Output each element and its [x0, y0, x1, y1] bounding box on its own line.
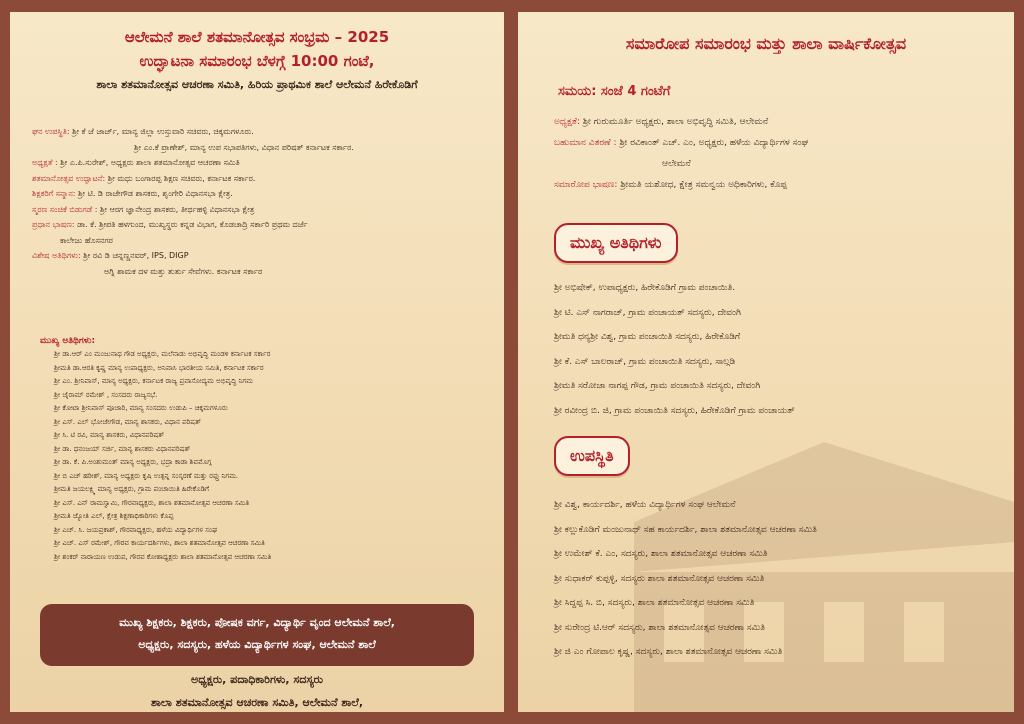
detail-row: ಕಾಲೇಜು ಹೊಸನಗರ — [60, 235, 113, 245]
presence-list — [554, 493, 994, 665]
chief-guests-heading: ಮುಖ್ಯ ಅತಿಥಿಗಳು — [554, 223, 678, 263]
detail-row: ವಿಶೇಷ ಅತಿಥಿಗಳು: ಶ್ರೀ ರವಿ ಡಿ ಚನ್ನಣ್ಣನವರ್, IPS, DIGP — [32, 251, 189, 260]
invitation-line: ಅಧ್ಯಕ್ಷರು, ಸದಸ್ಯರು, ಹಳೆಯ ವಿದ್ಯಾರ್ಥಿಗಳ ಸಂಘ, ಆಲೇಮನೆ ಶಾಲೆ — [138, 638, 376, 651]
detail-row: ಶಿಕ್ಷಕರಿಗೆ ಸನ್ಮಾನ: ಶ್ರೀ ಟಿ. ಡಿ ರಾಜೇಗೌಡ ಶಾಸಕರು, ಶೃಂಗೇರಿ ವಿಧಾನಸಭಾ ಕ್ಷೇತ್ರ. — [32, 189, 233, 198]
list-item: ಶ್ರೀ ಜೈರಾಮ್ ರಮೇಶ್ , ಸಂಸದರು ರಾಜ್ಯಸಭೆ. — [54, 390, 158, 399]
detail-row: ಅಗ್ನಿ ಶಾಮಕ ದಳ ಮತ್ತು ತುರ್ತು ಸೇವೆಗಳು. ಕರ್ನಾಟಕ ಸರ್ಕಾರ — [104, 266, 263, 276]
inauguration-time: ಉದ್ಘಾಟನಾ ಸಮಾರಂಭ ಬೆಳಗ್ಗೆ 10:00 ಗಂಟೆ, — [139, 52, 375, 70]
list-item: ಶ್ರೀ ಜಿ ಎಂ ಗೋಪಾಲ ಕೃಷ್ಣ, ಸದಸ್ಯರು, ಶಾಲಾ ಶತಮಾನೋತ್ಸವ ಆಚರಣಾ ಸಮಿತಿ — [554, 647, 783, 657]
list-item: ಶ್ರೀ ಸಿದ್ದಪ್ಪ ಸಿ. ಬಿ, ಸದಸ್ಯರು, ಶಾಲಾ ಶತಮಾನೋತ್ಸವ ಆಚರಣಾ ಸಮಿತಿ — [554, 598, 755, 608]
closing-details — [554, 112, 994, 196]
list-item: ಶ್ರೀ ಕಲ್ಲುಕೊಡಿಗೆ ಮಂಜುನಾಥ್ ಸಹ ಕಾರ್ಯದರ್ಶಿ, ಶಾಲಾ ಶತಮಾನೋತ್ಸವ ಆಚರಣಾ ಸಮಿತಿ — [554, 524, 817, 535]
footer-line: ಶಾಲಾ ಶತಮಾನೋತ್ಸವ ಆಚರಣಾ ಸಮಿತಿ, ಆಲೇಮನೆ ಶಾಲೆ, — [150, 696, 364, 709]
list-item: ಶ್ರೀ ಎಚ್. ಸಿ. ಜಯಪ್ರಕಾಶ್, ಗೌರವಾಧ್ಯಕ್ಷರು, ಹಳೆಯ ವಿದ್ಯಾರ್ಥಿಗಳ ಸಂಘ — [54, 525, 218, 534]
list-item: ಶ್ರೀ ಡಾ. ಕೆ. ಪಿ.ಅಂಶುಮಂತ್ ಮಾನ್ಯ ಅಧ್ಯಕ್ಷರು, ಭದ್ರಾ ಕಾಡಾ ಶಿವಮೊಗ್ಗ — [54, 458, 212, 466]
list-item: ಶ್ರೀ ಎಂ. ಶ್ರೀನಿವಾಸ್, ಮಾನ್ಯ ಅಧ್ಯಕ್ಷರು, ಕರ್ನಾಟಕ ರಾಜ್ಯ ಪ್ರವಾಸೋದ್ಯಮ ಅಭಿವೃದ್ಧಿ ನಿಗಮ — [54, 377, 253, 385]
detail-row: ಅಧ್ಯಕ್ಷತೆ: ಶ್ರೀ ಗುರುಮೂರ್ತಿ ಅಧ್ಯಕ್ಷರು, ಶಾಲಾ ಅಭಿವೃದ್ಧಿ ಸಮಿತಿ, ಆಲೇಮನೆ — [554, 117, 769, 127]
closing-ceremony-title: ಸಮಾರೋಪ ಸಮಾರಂಭ ಮತ್ತು ಶಾಲಾ ವಾರ್ಷಿಕೋತ್ಸವ — [625, 34, 907, 53]
detail-row: ಬಹುಮಾನ ವಿತರಣೆ : ಶ್ರೀ ರವಿಕಾಂತ್ ಎಚ್. ಎಂ, ಅಧ್ಯಕ್ಷರು, ಹಳೆಯ ವಿದ್ಯಾರ್ಥಿಗಳ ಸಂಘ — [554, 138, 809, 148]
organizer-line: ಶಾಲಾ ಶತಮಾನೋತ್ಸವ ಆಚರಣಾ ಸಮಿತಿ, ಹಿರಿಯ ಪ್ರಾಥಮಿಕ ಶಾಲೆ ಆಲೇಮನೆ ಹಿರೇಕೊಡಿಗೆ — [96, 78, 418, 91]
list-item: ಶ್ರೀ ಎಸ್. ಎನ್ ರಾಮಸ್ವಾಮಿ, ಗೌರವಾಧ್ಯಕ್ಷರು, ಶಾಲಾ ಶತಮಾನೋತ್ಸವ ಆಚರಣಾ ಸಮಿತಿ — [54, 498, 250, 507]
chief-guests-list — [40, 334, 484, 564]
detail-row: ಶ್ರೀ ಎಂ.ಕೆ ಪ್ರಾಣೇಶ್, ಮಾನ್ಯ ಉಪ ಸಭಾಪತಿಗಳು, ವಿಧಾನ ಪರಿಷತ್ ಕರ್ನಾಟಕ ಸರ್ಕಾರ. — [134, 142, 354, 152]
detail-row: ಅಧ್ಯಕ್ಷತೆ : ಶ್ರೀ ಎ.ಪಿ.ಸುರೇಶ್, ಅಧ್ಯಕ್ಷರು ಶಾಲಾ ಶತಮಾನೋತ್ಸವ ಆಚರಣಾ ಸಮಿತಿ — [32, 158, 240, 167]
program-details — [32, 124, 488, 279]
left-panel — [10, 12, 504, 712]
invitation-line: ಮುಖ್ಯ ಶಿಕ್ಷಕರು, ಶಿಕ್ಷಕರು, ಪೋಷಕ ವರ್ಗ, ವಿದ್ಯಾರ್ಥಿ ವೃಂದ ಆಲೇಮನೆ ಶಾಲೆ, — [119, 616, 395, 629]
chief-guests-list — [554, 276, 994, 423]
list-item: ಶ್ರೀ ಕೋಟಾ ಶ್ರೀನಿವಾಸ್ ಪೂಜಾರಿ, ಮಾನ್ಯ ಸಂಸದರು ಉಡುಪಿ – ಚಿಕ್ಕಮಗಳೂರು — [54, 404, 228, 412]
list-item: ಶ್ರೀ ಉಮೇಶ್ ಕೆ. ಎಂ, ಸದಸ್ಯರು, ಶಾಲಾ ಶತಮಾನೋತ್ಸವ ಆಚರಣಾ ಸಮಿತಿ — [554, 549, 768, 559]
list-item: ಶ್ರೀಮತಿ ಧನ್ಯಶ್ರೀ ವಿಶ್ವ, ಗ್ರಾಮ ಪಂಚಾಯಿತಿ ಸದಸ್ಯರು, ಹಿರೇಕೊಡಿಗೆ — [554, 332, 741, 342]
list-item: ಶ್ರೀ ರವೀಂದ್ರ ಬಿ. ಜಿ, ಗ್ರಾಮ ಪಂಚಾಯಿತಿ ಸದಸ್ಯರು, ಹಿರೇಕೊಡಿಗೆ ಗ್ರಾಮ ಪಂಚಾಯತ್ — [554, 405, 795, 416]
detail-row: ಶತಮಾನೋತ್ಸವ ಉದ್ಘಾಟನೆ: ಶ್ರೀ ಮಧು ಬಂಗಾರಪ್ಪ ಶಿಕ್ಷಣ ಸಚಿವರು, ಕರ್ನಾಟಕ ಸರ್ಕಾರ. — [32, 173, 256, 183]
list-item: ಶ್ರೀ ವಿಶ್ವ, ಕಾರ್ಯದರ್ಶಿ, ಹಳೆಯ ವಿದ್ಯಾರ್ಥಿಗಳ ಸಂಘ ಆಲೇಮನೆ — [554, 500, 736, 510]
right-panel — [518, 12, 1014, 712]
detail-row: ಸಮಾರೋಪ ಭಾಷಣ: ಶ್ರೀಮತಿ ಯಶೋಧ, ಕ್ಷೇತ್ರ ಸಮನ್ವಯ ಅಧಿಕಾರಿಗಳು, ಕೊಪ್ಪ — [554, 180, 787, 190]
event-title: ಆಲೇಮನೆ ಶಾಲೆ ಶತಮಾನೋತ್ಸವ ಸಂಭ್ರಮ – 2025 — [124, 28, 390, 46]
list-item: ಶ್ರೀಮತಿ ಸರೋಜಾ ನಾಗಪ್ಪ ಗೌಡ, ಗ್ರಾಮ ಪಂಚಾಯಿತಿ ಸದಸ್ಯರು, ದೇವಂಗಿ — [554, 381, 761, 391]
presence-heading: ಉಪಸ್ಥಿತಿ — [554, 436, 630, 476]
list-item: ಶ್ರೀ ಡಾ.ಆರ್ ಎಂ ಮಂಜುನಾಥ ಗೌಡ ಅಧ್ಯಕ್ಷರು, ಮಲೆನಾಡು ಅಭಿವೃದ್ಧಿ ಮಂಡಳಿ ಕರ್ನಾಟಕ ಸರ್ಕಾರ — [54, 350, 271, 358]
ceremony-time: ಸಮಯ: ಸಂಜೆ 4 ಗಂಟೆಗೆ — [558, 84, 671, 99]
invitation-box — [40, 604, 474, 666]
detail-row: ಪ್ರಧಾನ ಭಾಷಣ: ಡಾ. ಕೆ. ಶ್ರೀಪತಿ ಹಳಗುಂದ, ಮುಖ್ಯಸ್ಥರು ಕನ್ನಡ ವಿಭಾಗ, ಕೊಡಚಾದ್ರಿ ಸರ್ಕಾರಿ ಪ್ರಥಮ ದರ್ಜೆ — [32, 220, 308, 229]
footer-line: ಅಧ್ಯಕ್ಷರು, ಪದಾಧಿಕಾರಿಗಳು, ಸದಸ್ಯರು — [191, 673, 323, 686]
list-item: ಶ್ರೀ ಡಾ. ಧನಂಜಯ್ ಸರ್ಜಿ, ಮಾನ್ಯ ಶಾಸಕರು ವಿಧಾನಪರಿಷತ್ — [54, 444, 191, 453]
list-item: ಶ್ರೀ ಸುರೇಂದ್ರ ಟಿ.ಆರ್ ಸದಸ್ಯರು, ಶಾಲಾ ಶತಮಾನೋತ್ಸವ ಆಚರಣಾ ಸಮಿತಿ — [554, 622, 765, 633]
list-item: ಶ್ರೀಮತಿ ಡಾ.ಆರತಿ ಕೃಷ್ಣ ಮಾನ್ಯ ಉಪಾಧ್ಯಕ್ಷರು, ಅನಿವಾಸಿ ಭಾರತೀಯ ಸಮಿತಿ, ಕರ್ನಾಟಕ ಸರ್ಕಾರ — [54, 363, 264, 372]
chief-guests-heading: ಮುಖ್ಯ ಅತಿಥಿಗಳು: — [40, 336, 96, 346]
detail-row: ಘನ ಉಪಸ್ಥಿತಿ: ಶ್ರೀ ಕೆ ಜೆ ಜಾರ್ಜ್, ಮಾನ್ಯ ಜಿಲ್ಲಾ ಉಸ್ತುವಾರಿ ಸಚಿವರು, ಚಿಕ್ಕಮಗಳೂರು. — [32, 127, 254, 136]
list-item: ಶ್ರೀ ಎಚ್. ಎಸ್ ರಮೇಶ್, ಗೌರವ ಕಾರ್ಯದರ್ಶಿಗಳು, ಶಾಲಾ ಶತಮಾನೋತ್ಸವ ಆಚರಣಾ ಸಮಿತಿ — [54, 539, 265, 547]
list-item: ಶ್ರೀ ಟಿ. ಎಸ್ ನಾಗರಾಜ್, ಗ್ರಾಮ ಪಂಚಾಯತ್ ಸದಸ್ಯರು, ದೇವಂಗಿ — [554, 307, 741, 318]
list-item: ಶ್ರೀ ಸುಧಾಕರ್ ಕುಪ್ಪಳ್ಳಿ, ಸದಸ್ಯರು ಶಾಲಾ ಶತಮಾನೋತ್ಸವ ಆಚರಣಾ ಸಮಿತಿ — [554, 573, 765, 584]
detail-row: ಆಲೇಮನೆ — [662, 159, 691, 169]
list-item: ಶ್ರೀ ಕೆ. ಎಸ್ ಬಾಲರಾಜ್, ಗ್ರಾಮ ಪಂಚಾಯಿತಿ ಸದಸ್ಯರು, ಸಾಲ್ಗಡಿ — [554, 356, 736, 367]
list-item: ಶ್ರೀ ಶಂಕರ್ ನಾರಾಯಣ ಉಡುಪ, ಗೌರವ ಕೋಶಾಧ್ಯಕ್ಷರು ಶಾಲಾ ಶತಮಾನೋತ್ಸವ ಆಚರಣಾ ಸಮಿತಿ — [54, 552, 272, 561]
list-item: ಶ್ರೀ ಬಿ ಎಚ್ ಹರೀಶ್, ಮಾನ್ಯ ಅಧ್ಯಕ್ಷರು ಕೃಷಿ ಉತ್ಪನ್ನ ಸಂಸ್ಕರಣೆ ಮತ್ತು ರಫ್ತು ನಿಗಮ. — [54, 471, 239, 480]
list-item: ಶ್ರೀ ಎಸ್. ಎಲ್ ಭೋಜೇಗೌಡ, ಮಾನ್ಯ ಶಾಸಕರು, ವಿಧಾನ ಪರಿಷತ್ — [54, 417, 201, 426]
list-item: ಶ್ರೀಮತಿ ಜಯಲಕ್ಷ್ಮಿ ಮಾನ್ಯ ಅಧ್ಯಕ್ಷರು, ಗ್ರಾಮ ಪಂಚಾಯಿತಿ ಹಿರೇಕೊಡಿಗೆ — [54, 485, 210, 493]
list-item: ಶ್ರೀ ಅಭಿಷೇಕ್, ಉಪಾಧ್ಯಕ್ಷರು, ಹಿರೇಕೊಡಿಗೆ ಗ್ರಾಮ ಪಂಚಾಯಿತಿ. — [554, 283, 736, 293]
list-item: ಶ್ರೀ ಸಿ. ಟಿ ರವಿ, ಮಾನ್ಯ ಶಾಸಕರು, ವಿಧಾನಪರಿಷತ್ — [54, 431, 165, 439]
list-item: ಶ್ರೀಮತಿ ಜ್ಯೋತಿ ಎಲ್, ಕ್ಷೇತ್ರ ಶಿಕ್ಷಣಾಧಿಕಾರಿಗಳು ಕೊಪ್ಪ — [54, 512, 174, 520]
detail-row: ಸ್ಮರಣ ಸಂಚಿಕೆ ಬಿಡುಗಡೆ : ಶ್ರೀ ಆರಗ ಜ್ಞಾನೇಂದ್ರ ಶಾಸಕರು, ತೀರ್ಥಹಳ್ಳಿ ವಿಧಾನಸಭಾ ಕ್ಷೇತ್ರ — [32, 204, 255, 214]
